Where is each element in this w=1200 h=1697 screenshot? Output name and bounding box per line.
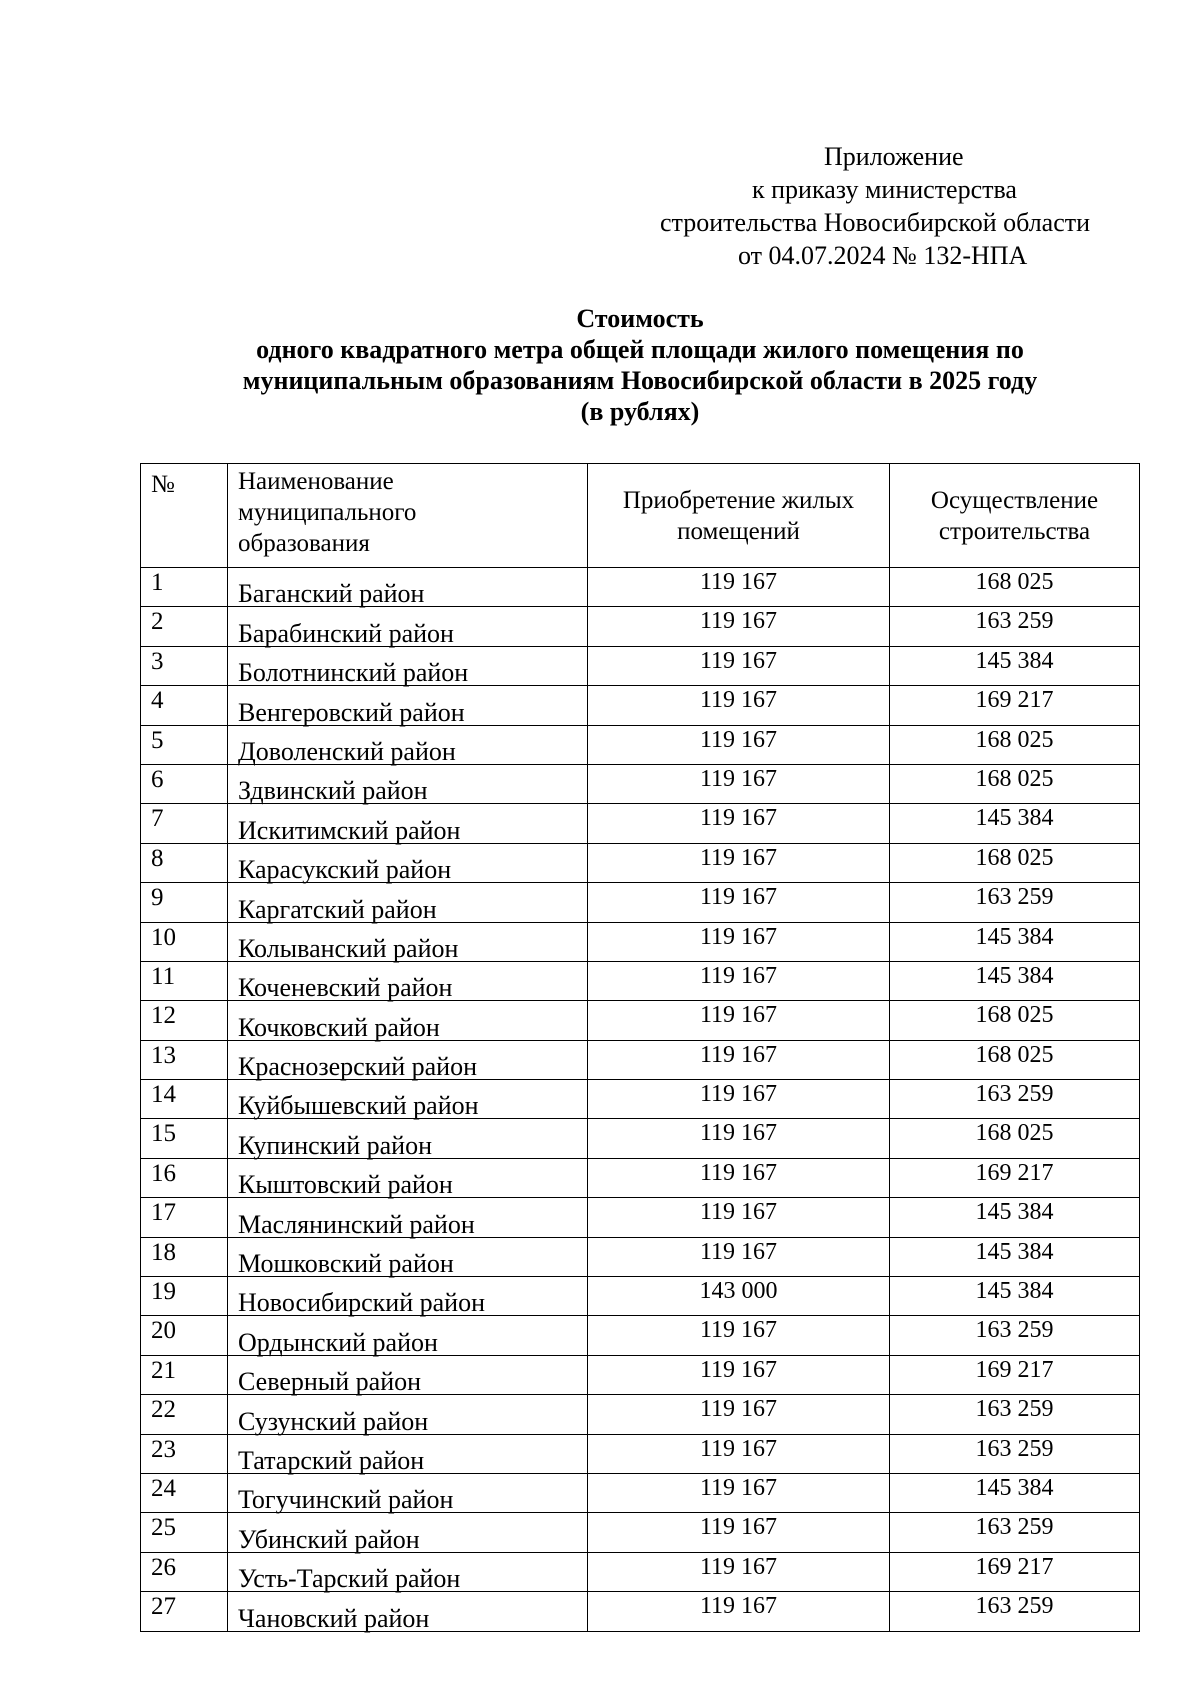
row-purchase-cost: 119 167 [588,686,890,725]
header-construction-line-1: Осуществление [930,486,1099,514]
row-construction-cost: 168 025 [890,725,1140,764]
row-purchase-cost: 119 167 [588,764,890,803]
table-row [141,1277,1140,1316]
row-number: 16 [141,1158,228,1197]
appendix-block [660,140,1170,272]
row-municipality: Сузунский район [228,1395,588,1434]
table-row [141,1198,1140,1237]
appendix-line-3: строительства Новосибирской области [660,208,1091,237]
row-number: 2 [141,607,228,646]
row-municipality: Кыштовский район [228,1158,588,1197]
table-row [141,568,1140,607]
row-purchase-cost: 119 167 [588,1513,890,1552]
row-number: 11 [141,961,228,1000]
row-construction-cost: 168 025 [890,764,1140,803]
row-number: 6 [141,764,228,803]
row-construction-cost: 163 259 [890,607,1140,646]
row-purchase-cost: 119 167 [588,1355,890,1394]
header-purchase-line-2: помещений [677,517,800,545]
row-number: 3 [141,646,228,685]
header-construction-line-2: строительства [938,517,1091,545]
row-municipality: Усть-Тарский район [228,1552,588,1591]
row-municipality: Здвинский район [228,764,588,803]
row-number: 24 [141,1473,228,1512]
row-municipality: Каргатский район [228,883,588,922]
row-purchase-cost: 119 167 [588,1001,890,1040]
row-purchase-cost: 119 167 [588,961,890,1000]
row-construction-cost: 163 259 [890,1395,1140,1434]
row-number: 20 [141,1316,228,1355]
header-number: № [141,464,228,568]
row-number: 18 [141,1237,228,1276]
title-line-2: одного квадратного метра общей площади жилого помещения по [256,335,1024,364]
table-row [141,1316,1140,1355]
table-row [141,1513,1140,1552]
row-municipality: Татарский район [228,1434,588,1473]
table-row [141,1040,1140,1079]
row-purchase-cost: 119 167 [588,1316,890,1355]
row-municipality: Коченевский район [228,961,588,1000]
row-construction-cost: 145 384 [890,1277,1140,1316]
row-purchase-cost: 119 167 [588,1119,890,1158]
row-construction-cost: 145 384 [890,961,1140,1000]
row-purchase-cost: 119 167 [588,922,890,961]
appendix-line-4: от 04.07.2024 № 132-НПА [738,241,1028,270]
row-construction-cost: 163 259 [890,1434,1140,1473]
row-construction-cost: 168 025 [890,1001,1140,1040]
appendix-line-1: Приложение [824,142,964,171]
row-purchase-cost: 119 167 [588,1080,890,1119]
row-number: 8 [141,843,228,882]
row-construction-cost: 145 384 [890,646,1140,685]
row-municipality: Чановский район [228,1592,588,1631]
table-row [141,922,1140,961]
row-number: 23 [141,1434,228,1473]
row-municipality: Новосибирский район [228,1277,588,1316]
row-purchase-cost: 119 167 [588,843,890,882]
row-construction-cost: 145 384 [890,804,1140,843]
cost-table [140,463,1140,1632]
row-municipality: Краснозерский район [228,1040,588,1079]
row-number: 5 [141,725,228,764]
row-purchase-cost: 119 167 [588,883,890,922]
table-row [141,1592,1140,1631]
row-purchase-cost: 119 167 [588,1395,890,1434]
row-purchase-cost: 119 167 [588,1552,890,1591]
row-number: 14 [141,1080,228,1119]
row-number: 27 [141,1592,228,1631]
row-construction-cost: 163 259 [890,1513,1140,1552]
row-municipality: Куйбышевский район [228,1080,588,1119]
row-purchase-cost: 119 167 [588,646,890,685]
table-row [141,1395,1140,1434]
row-construction-cost: 145 384 [890,1198,1140,1237]
row-purchase-cost: 119 167 [588,725,890,764]
row-construction-cost: 145 384 [890,922,1140,961]
row-number: 25 [141,1513,228,1552]
row-construction-cost: 168 025 [890,1119,1140,1158]
table-row [141,686,1140,725]
table-row [141,607,1140,646]
row-municipality: Карасукский район [228,843,588,882]
row-construction-cost: 163 259 [890,1316,1140,1355]
header-construction [890,464,1140,568]
row-municipality: Болотнинский район [228,646,588,685]
header-purchase [588,464,890,568]
row-municipality: Мошковский район [228,1237,588,1276]
row-number: 26 [141,1552,228,1591]
row-construction-cost: 169 217 [890,1552,1140,1591]
row-municipality: Северный район [228,1355,588,1394]
row-municipality: Кочковский район [228,1001,588,1040]
row-purchase-cost: 119 167 [588,1158,890,1197]
title-line-3: муниципальным образованиям Новосибирской области в 2025 году [242,366,1038,395]
row-number: 9 [141,883,228,922]
row-construction-cost: 145 384 [890,1237,1140,1276]
row-purchase-cost: 119 167 [588,607,890,646]
row-municipality: Купинский район [228,1119,588,1158]
row-municipality: Ордынский район [228,1316,588,1355]
table-row [141,725,1140,764]
row-municipality: Искитимский район [228,804,588,843]
row-purchase-cost: 143 000 [588,1277,890,1316]
table-row [141,646,1140,685]
row-construction-cost: 163 259 [890,1592,1140,1631]
table-row [141,843,1140,882]
row-purchase-cost: 119 167 [588,1237,890,1276]
row-construction-cost: 163 259 [890,1080,1140,1119]
table-row [141,1001,1140,1040]
table-row [141,883,1140,922]
table-row [141,1434,1140,1473]
row-number: 10 [141,922,228,961]
row-number: 17 [141,1198,228,1237]
row-purchase-cost: 119 167 [588,1473,890,1512]
title-line-4: (в рублях) [580,397,700,426]
table-row [141,1080,1140,1119]
table-row [141,1237,1140,1276]
row-municipality: Барабинский район [228,607,588,646]
row-number: 22 [141,1395,228,1434]
row-construction-cost: 168 025 [890,1040,1140,1079]
row-purchase-cost: 119 167 [588,1592,890,1631]
row-construction-cost: 168 025 [890,843,1140,882]
row-number: 1 [141,568,228,607]
row-purchase-cost: 119 167 [588,1434,890,1473]
header-municipality-line-3: образования [238,530,370,557]
row-municipality: Баганский район [228,568,588,607]
row-municipality: Тогучинский район [228,1473,588,1512]
row-municipality: Убинский район [228,1513,588,1552]
row-construction-cost: 145 384 [890,1473,1140,1512]
row-municipality: Венгеровский район [228,686,588,725]
row-number: 12 [141,1001,228,1040]
header-purchase-line-1: Приобретение жилых [622,486,855,514]
table-row [141,1552,1140,1591]
appendix-line-2: к приказу министерства [752,175,1017,204]
row-construction-cost: 168 025 [890,568,1140,607]
row-municipality: Доволенский район [228,725,588,764]
row-municipality: Маслянинский район [228,1198,588,1237]
table-row [141,1355,1140,1394]
header-municipality-line-2: муниципального [238,499,417,526]
table-row [141,1473,1140,1512]
row-number: 21 [141,1355,228,1394]
row-number: 7 [141,804,228,843]
table-row [141,961,1140,1000]
row-number: 13 [141,1040,228,1079]
row-construction-cost: 163 259 [890,883,1140,922]
row-construction-cost: 169 217 [890,1158,1140,1197]
row-purchase-cost: 119 167 [588,804,890,843]
table-row [141,764,1140,803]
row-purchase-cost: 119 167 [588,1040,890,1079]
row-construction-cost: 169 217 [890,1355,1140,1394]
table-row [141,804,1140,843]
row-number: 19 [141,1277,228,1316]
document-title [140,303,1140,427]
row-number: 15 [141,1119,228,1158]
row-purchase-cost: 119 167 [588,568,890,607]
header-municipality [228,464,588,568]
table-body [141,568,1140,1632]
table-row [141,1158,1140,1197]
table-row [141,1119,1140,1158]
row-municipality: Колыванский район [228,922,588,961]
row-purchase-cost: 119 167 [588,1198,890,1237]
row-construction-cost: 169 217 [890,686,1140,725]
table-header-row [141,464,1140,568]
header-municipality-line-1: Наименование [238,468,394,495]
row-number: 4 [141,686,228,725]
title-line-1: Стоимость [576,304,704,333]
